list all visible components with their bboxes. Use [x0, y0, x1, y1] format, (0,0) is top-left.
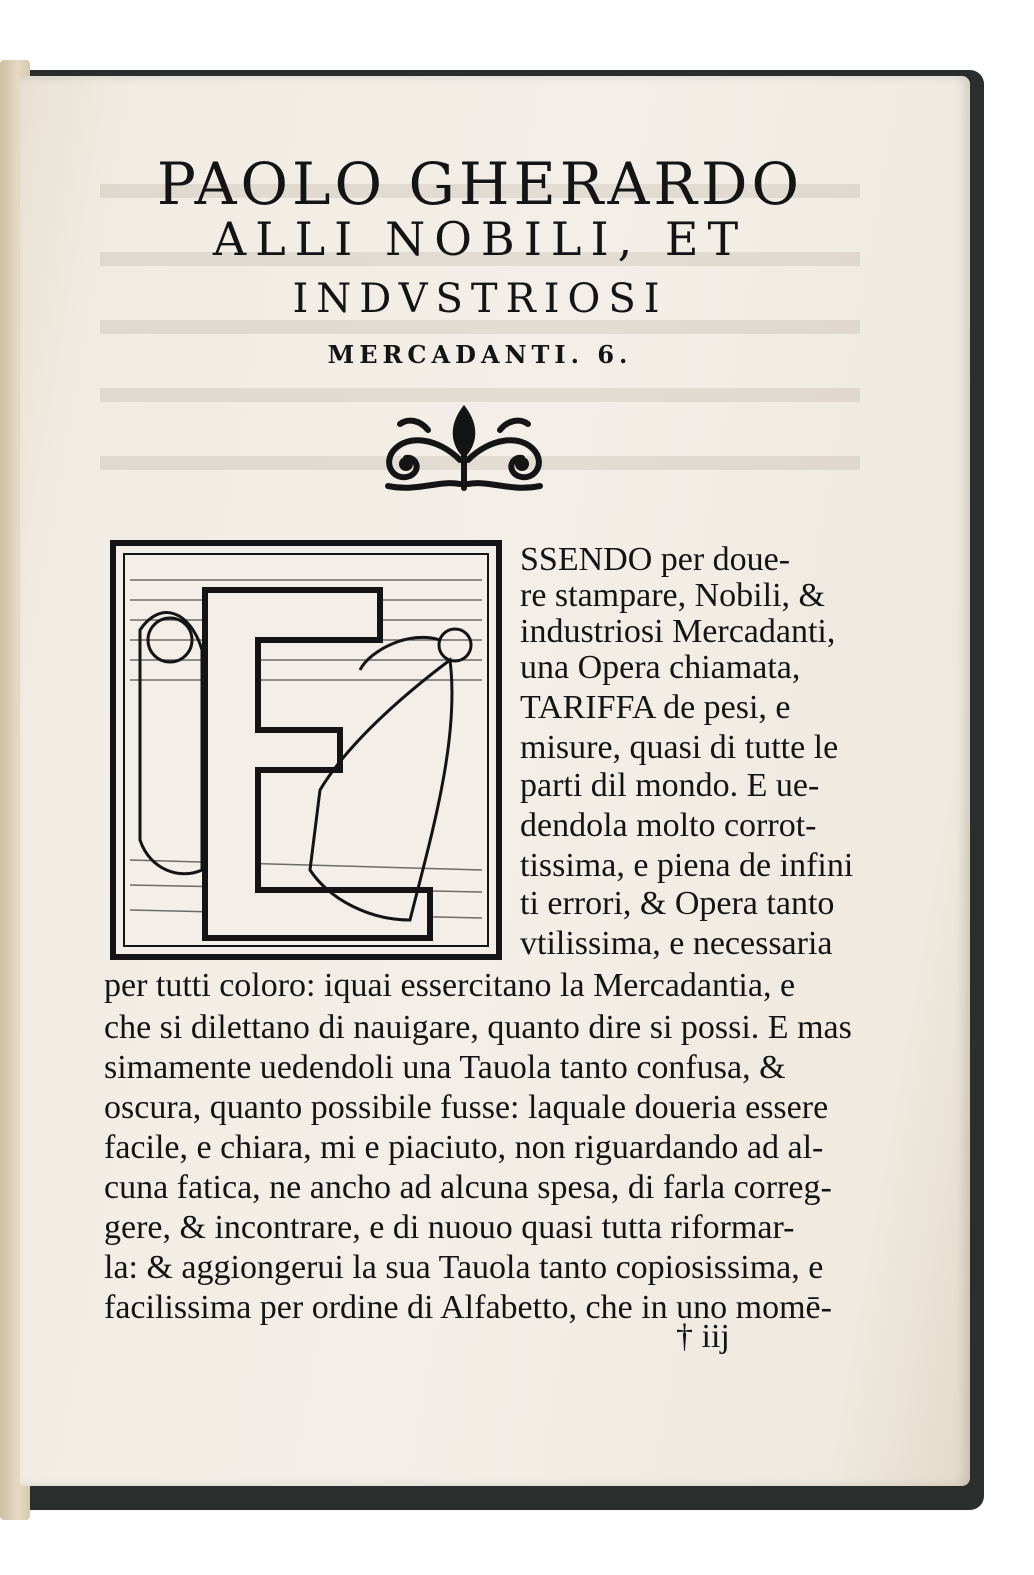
heading-dedication-2: INDVSTRIOSI	[292, 276, 668, 322]
signature-mark: † iij	[676, 1318, 730, 1355]
heading-dedication-3: MERCADANTI. 6.	[327, 340, 633, 369]
text-line: cuna fatica, ne ancho ad alcuna spesa, di farla correg-	[104, 1169, 832, 1206]
text-line: simamente uedendoli una Tauola tanto confusa, &	[104, 1049, 786, 1086]
text-line: re stampare, Nobili, &	[520, 577, 825, 614]
text-line: facilissima per ordine di Alfabetto, che in uno momē-	[104, 1289, 832, 1326]
text-line: facile, e chiara, mi e piaciuto, non riguardando ad al-	[104, 1129, 824, 1166]
text-line: gere, & incontrare, e di nuouo quasi tutta riformar-	[104, 1209, 795, 1246]
woodcut-initial-e-icon	[110, 540, 502, 960]
text-line: vtilissima, e necessaria	[520, 925, 833, 962]
text-line: industriosi Mercadanti,	[520, 613, 836, 650]
text-line: parti dil mondo. E ue-	[520, 767, 820, 804]
text-line: per tutti coloro: iquai essercitano la Mercadantia, e	[104, 967, 796, 1004]
text-line: una Opera chiamata,	[520, 649, 801, 686]
text-line: oscura, quanto possibile fusse: laquale doueria essere	[104, 1089, 829, 1126]
text-line: la: & aggiongerui la sua Tauola tanto copiosissima, e	[104, 1249, 824, 1286]
heading-author: PAOLO GHERARDO	[156, 150, 804, 218]
floral-ornament-icon	[368, 400, 560, 496]
text-line: tissima, e piena de infini	[520, 847, 854, 884]
heading-dedication-1: ALLI NOBILI, ET	[212, 212, 748, 266]
text-line: SSENDO per doue-	[520, 541, 791, 578]
text-line: ti errori, & Opera tanto	[520, 885, 835, 922]
text-line: dendola molto corrot-	[520, 807, 817, 844]
text-line: che si dilettano di nauigare, quanto dire si possi. E mas	[104, 1009, 852, 1046]
text-line: misure, quasi di tutte le	[520, 729, 839, 766]
text-line: TARIFFA de pesi, e	[520, 689, 791, 726]
